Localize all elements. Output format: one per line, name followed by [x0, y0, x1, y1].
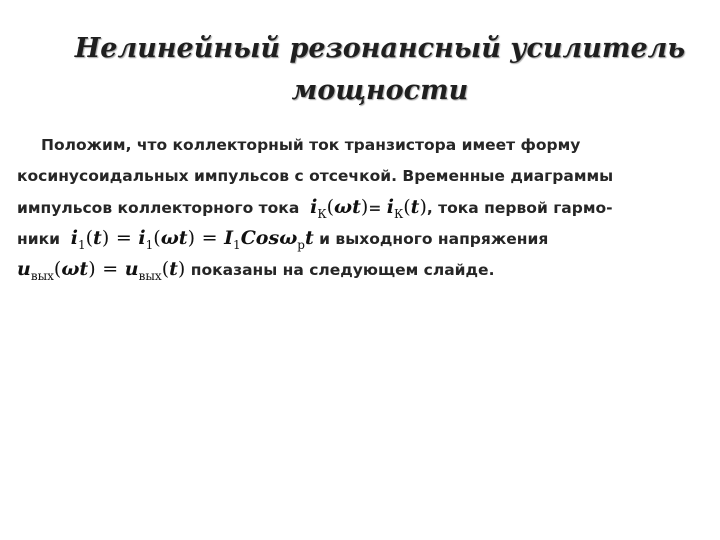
subscript-p: р — [297, 238, 305, 252]
text-line-2-content: косинусоидальных импульсов с отсечкой. Временные диаграммы — [17, 167, 614, 185]
var-omega: ω — [279, 227, 298, 249]
var-i: i — [138, 227, 146, 249]
equals-sign: = — [115, 227, 132, 249]
var-u: u — [17, 258, 31, 280]
var-u: u — [124, 258, 139, 280]
equals-sign: = — [368, 199, 382, 217]
subscript-1: 1 — [233, 238, 241, 252]
var-omega-t: ωt — [334, 196, 361, 218]
text-line-4-end: и выходного напряжения — [319, 230, 549, 248]
formula-ik-omega-t: $i_К(\omega t)$ — [310, 196, 369, 221]
subscript-vyx: вых — [30, 269, 54, 283]
slide-title — [40, 28, 720, 112]
text-line-1 — [17, 130, 707, 161]
var-capital-i: I — [224, 227, 234, 249]
cos-function: Cos — [240, 227, 280, 249]
var-omega-t: ωt — [160, 227, 188, 249]
var-t: t — [304, 227, 314, 249]
text-line-4-start: ники — [17, 230, 60, 248]
text-line-4 — [17, 223, 707, 254]
var-t: t — [169, 258, 178, 280]
formula-u-vyx: $u_{вых}(\omega t) = u_{вых}(t)$ — [17, 258, 186, 283]
var-i: i — [310, 196, 318, 218]
subscript-vyx: вых — [138, 269, 162, 283]
var-t: t — [410, 196, 420, 218]
formula-i1-chain: $i_1(t) = i_1(\omega t) = I_1Cos\omega_рt$ — [70, 227, 314, 252]
text-line-2 — [17, 161, 707, 192]
title-line-1: Нелинейный резонансный усилитель — [74, 33, 686, 64]
subscript-k: К — [393, 207, 404, 221]
text-line-3-start: импульсов коллекторного тока — [17, 199, 300, 217]
subscript-1: 1 — [145, 238, 154, 252]
subscript-k: К — [317, 207, 327, 221]
title-line-2: мощности — [291, 75, 469, 106]
equals-sign: = — [201, 227, 218, 249]
text-line-3 — [17, 192, 707, 223]
text-line-5-end: показаны на следующем слайде. — [190, 261, 495, 279]
subscript-1: 1 — [77, 238, 86, 252]
formula-ik-t: $i_К(t)$ — [386, 196, 427, 221]
slide-body-text — [17, 130, 707, 285]
text-line-1-content: Положим, что коллекторный ток транзистора имеет форму — [41, 136, 581, 154]
text-line-3-end: , тока первой гармо- — [426, 199, 613, 217]
var-i: i — [70, 227, 78, 249]
equals-sign: = — [102, 258, 119, 280]
text-line-5 — [17, 254, 707, 285]
var-omega-t: ωt — [61, 258, 89, 280]
var-t: t — [93, 227, 102, 249]
var-i: i — [386, 196, 394, 218]
